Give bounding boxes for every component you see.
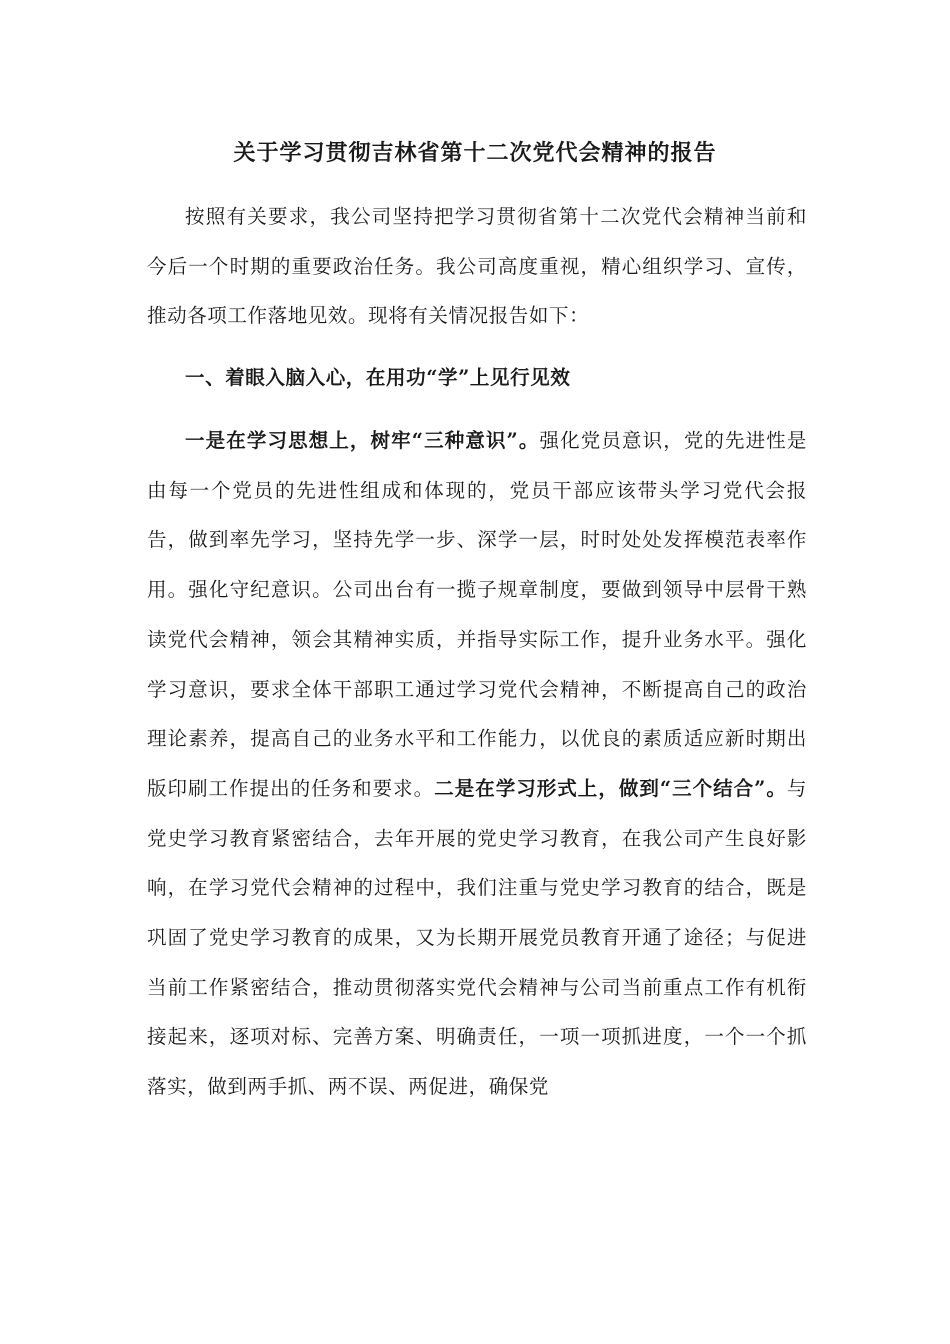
section-heading-1: 一、着眼入脑入心，在用功“学”上见行见效 [185,366,571,389]
section-1-paragraph [147,416,807,1112]
document-title: 关于学习贯彻吉林省第十二次党代会精神的报告 [233,140,717,166]
point-1-text: 强化党员意识，党的先进性是由每一个党员的先进性组成和体现的，党员干部应该带头学习党代会报告，做到率先学习，坚持先学一步、深学一层，时时处处发挥模范表率作用。强化守纪意识。公司出台有一揽子规章制度，要做到领导中层骨干熟读党代会精神，领会其精神实质，并指导实际工作，提升业务水平。强化学习意识，要求全体干部职工通过学习党代会精神，不断提高自己的政治理论素养，提高自己的业务水平和工作能力，以优良的素质适应新时期出版印刷工作提出的任务和要求。 [147,429,807,800]
lead-point-1: 一是在学习思想上，树牢“三种意识”。 [185,429,540,452]
lead-point-2: 二是在学习形式上，做到“三个结合”。 [434,776,787,800]
point-2-text: 与党史学习教育紧密结合，去年开展的党史学习教育，在我公司产生良好影响，在学习党代会精神的过程中，我们注重与党史学习教育的结合，既是巩固了党史学习教育的成果，又为长期开展党员教育开通了途径；与促进当前工作紧密结合，推动贯彻落实党代会精神与公司当前重点工作有机衔接起来，逐项对标、完善方案、明确责任，一项一项抓进度，一个一个抓落实，做到两手抓、两不误、两促进，确保党 [147,776,807,1099]
intro-paragraph: 按照有关要求，我公司坚持把学习贯彻省第十二次党代会精神当前和今后一个时期的重要政治任务。我公司高度重视，精心组织学习、宣传，推动各项工作落地见效。现将有关情况报告如下： [147,205,807,328]
